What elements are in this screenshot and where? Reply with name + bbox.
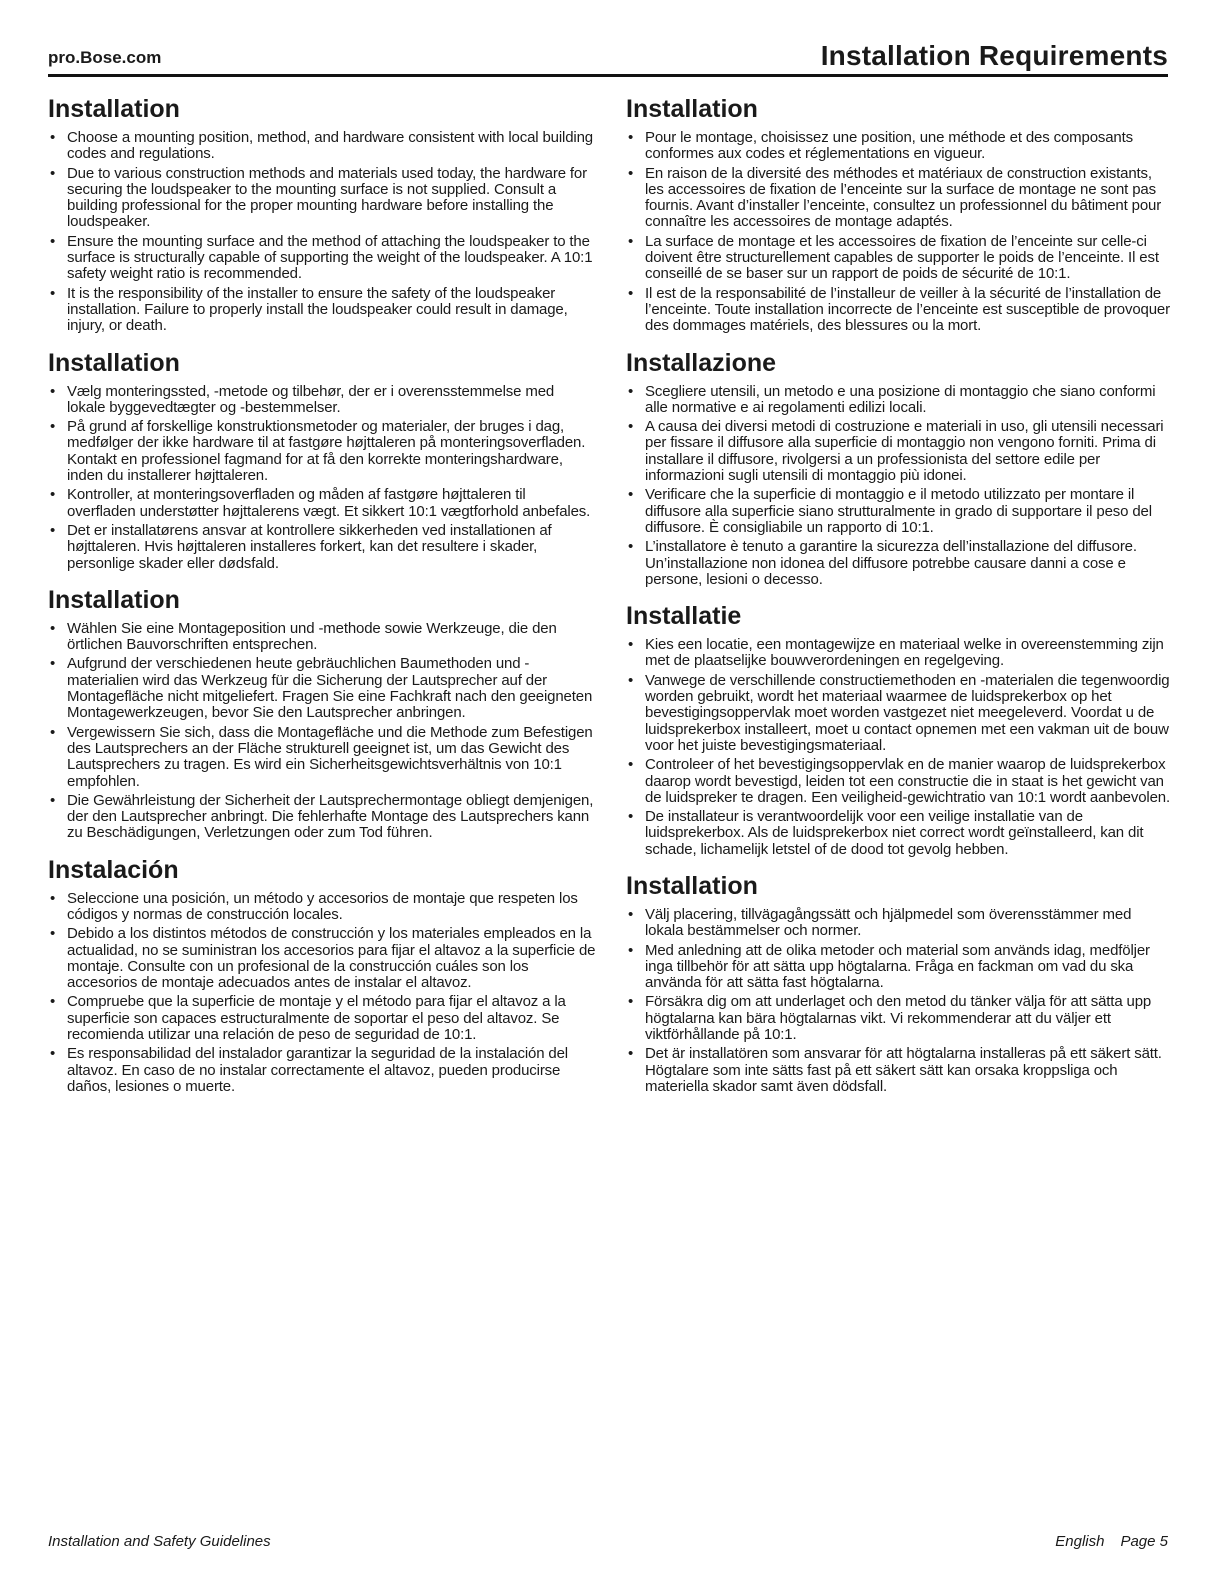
bullet-icon: •: [50, 232, 56, 250]
bullet-icon: •: [628, 905, 634, 923]
bullet-list: [626, 637, 1171, 858]
bullet-icon: •: [50, 164, 56, 182]
footer-document-title: Installation and Safety Guidelines: [48, 1533, 271, 1550]
page-title: Installation Requirements: [820, 40, 1168, 71]
list-item-text: Ensure the mounting surface and the method of attaching the loudspeaker to the surface is structurally capable of supporting the weight of the loudspeaker. A 10:1 safety weight ratio is recommended.: [67, 232, 593, 283]
list-item-text: Aufgrund der verschiedenen heute gebräuchlichen Baumethoden und -materialien wird das Werkzeug für die Sicherung der Lautsprecher auf der Montagefläche nicht mitgeliefert. Fragen Sie eine Fachkraft nach den geeigneten Montagewerkzeugen, bevor Sie den Lautsprecher anbringen.: [67, 655, 593, 722]
language-section: [48, 348, 596, 572]
list-item-text: Seleccione una posición, un método y accesorios de montaje que respeten los códigos y normas de construcción locales.: [67, 889, 578, 923]
list-item: [48, 523, 596, 572]
bullet-icon: •: [50, 521, 56, 539]
list-item: [626, 539, 1171, 588]
bullet-icon: •: [50, 925, 56, 943]
section-heading: Instalación: [48, 855, 179, 884]
list-item-text: Vergewissern Sie sich, dass die Montagefläche und die Methode zum Befestigen des Lautsprechers an der Fläche strukturell geeignet ist, um das Gewicht des Lautsprechers zu tragen. Es wird ein Sicherheitsgewichtsverhältnis von 10:1 empfohlen.: [67, 723, 593, 790]
list-item-text: L’installatore è tenuto a garantire la sicurezza dell’installazione del diffusore. Un’installazione non idonea del diffusore potrebbe causare danni a cose e persone, lesioni o decesso.: [645, 538, 1137, 588]
bullet-icon: •: [50, 723, 56, 741]
bullet-icon: •: [628, 486, 634, 504]
list-item: [48, 286, 596, 335]
list-item: [626, 419, 1171, 484]
list-item: [48, 725, 596, 790]
list-item-text: Det er installatørens ansvar at kontrollere sikkerheden ved installationen af højttaleren. Hvis højttaleren installeres forkert, kan det resultere i skader, personlige skader eller dødsfald.: [67, 521, 552, 572]
bullet-icon: •: [50, 382, 56, 400]
bullet-list: [626, 384, 1171, 589]
list-item: [48, 994, 596, 1043]
section-heading: Installation: [626, 95, 758, 123]
list-item-text: Kies een locatie, een montagewijze en materiaal welke in overeenstemming zijn met de plaatselijke bouwverordeningen en regelgeving.: [645, 636, 1164, 670]
bullet-icon: •: [50, 284, 56, 302]
bullet-icon: •: [628, 1045, 634, 1063]
list-item: [626, 809, 1171, 858]
list-item: [626, 487, 1171, 536]
bullet-icon: •: [628, 808, 634, 826]
footer-page-number: Page 5: [1120, 1533, 1168, 1550]
list-item-text: A causa dei diversi metodi di costruzione e materiali in uso, gli utensili necessari per fissare il diffusore alla superficie di montaggio non vengono forniti. Prima di installare il diffusore, rivolgersi a un professionista del settore edile per informazioni sugli utensili di montaggio più idonei.: [645, 418, 1164, 485]
list-item: [48, 487, 596, 520]
bullet-icon: •: [50, 889, 56, 907]
list-item-text: Det är installatören som ansvarar för att högtalarna installeras på ett säkert sätt. Högtalare som inte sätts fast på ett säkert sätt kan orsaka kroppsliga och materiella skador samt även dödsfall.: [645, 1045, 1162, 1095]
bullet-list: [626, 130, 1171, 335]
list-item: [48, 926, 596, 991]
list-item-text: Pour le montage, choisissez une position, une méthode et des composants conformes aux codes et réglementations en vigueur.: [645, 129, 1133, 163]
list-item-text: Controleer of het bevestigingsoppervlak en de manier waarop de luidsprekerbox daarop wordt bevestigd, leiden tot een constructie die in staat is het gewicht van de luidspreker te dragen. Een veiligheid-gewichtratio van 10:1 wordt aanbevolen.: [645, 756, 1171, 806]
bullet-icon: •: [50, 619, 56, 637]
list-item-text: På grund af forskellige konstruktionsmetoder og materialer, der bruges i dag, medfølger der ikke hardware til at fastgøre højttaleren på monteringsoverfladen. Kontakt en professionel fagmand for at få den korrekte monteringshardware, inden du installerer højttaleren.: [67, 418, 586, 485]
bullet-icon: •: [628, 382, 634, 400]
list-item: [626, 757, 1171, 806]
bullet-icon: •: [628, 993, 634, 1011]
section-heading: Installation: [48, 585, 180, 614]
bullet-icon: •: [628, 671, 634, 689]
language-section: [626, 601, 1171, 858]
list-item-text: Die Gewährleistung der Sicherheit der Lautsprechermontage obliegt demjenigen, der den Lautsprecher anbringt. Die fehlerhafte Montage des Lautsprechers kann zu Beschädigungen, Verletzungen oder zum Tod führen.: [67, 791, 594, 842]
left-column: [48, 94, 596, 1108]
bullet-list: [48, 891, 596, 1096]
list-item-text: Försäkra dig om att underlaget och den metod du tänker välja för att sätta upp högtalarna kan bära högtalarnas vikt. Vi rekommenderar att du väljer ett viktförhållande på 10:1.: [645, 993, 1152, 1044]
section-heading: Installatie: [626, 602, 742, 631]
list-item: [48, 891, 596, 924]
bullet-icon: •: [628, 232, 634, 250]
section-heading: Installation: [626, 871, 758, 900]
language-section: [48, 94, 596, 335]
list-item: [626, 1046, 1171, 1095]
bullet-icon: •: [50, 486, 56, 504]
list-item-text: Due to various construction methods and materials used today, the hardware for securing the loudspeaker to the mounting surface is not supplied. Consult a building professional for the proper mounting hardware before installing the loudspeaker.: [67, 164, 587, 231]
bullet-list: [626, 907, 1171, 1095]
list-item-text: Vælg monteringssted, -metode og tilbehør, der er i overensstemmelse med lokale byggevedtægter og -bestemmelser.: [67, 382, 555, 416]
bullet-icon: •: [50, 1045, 56, 1063]
bullet-icon: •: [50, 791, 56, 809]
list-item: [48, 234, 596, 283]
list-item: [48, 384, 596, 417]
section-heading: Installation: [48, 95, 180, 123]
list-item-text: Il est de la responsabilité de l’installeur de veiller à la sécurité de l’installation de l’enceinte. Toute installation incorrecte de l’enceinte est susceptible de provoquer des dommages matériels, des blessures ou la mort.: [645, 284, 1170, 335]
list-item-text: Verificare che la superficie di montaggio e il metodo utilizzato per montare il diffusore alla superficie siano strutturalmente in grado di supportare il peso del diffusore. È consigliabile un rapporto di 10:1.: [645, 486, 1152, 536]
list-item-text: Debido a los distintos métodos de construcción y los materiales empleados en la actualidad, no se suministran los accesorios para fijar el altavoz a la superficie de montaje. Consulte con un profesional de la construcción cuáles son los accesorios de montaje adecuados antes de instalar el altavoz.: [67, 925, 596, 992]
list-item-text: Med anledning att de olika metoder och material som används idag, medföljer inga tillbehör för att sätta upp högtalarna. Fråga en fackman om vad du ska använda för att sätta fast högtalarna.: [645, 941, 1150, 992]
list-item: [48, 166, 596, 231]
list-item-text: Compruebe que la superficie de montaje y el método para fijar el altavoz a la superficie son capaces estructuralmente de soportar el peso del altavoz. Se recomienda utilizar una relación de peso de seguridad de 10:1.: [67, 993, 566, 1044]
list-item: [626, 673, 1171, 754]
language-section: [626, 871, 1171, 1095]
list-item: [48, 656, 596, 721]
section-heading: Installazione: [626, 348, 777, 377]
bullet-icon: •: [628, 756, 634, 774]
bullet-list: [48, 384, 596, 572]
list-item: [48, 130, 596, 163]
bullet-icon: •: [628, 636, 634, 654]
language-section: [626, 94, 1171, 335]
footer-page-info: [1055, 1533, 1168, 1550]
list-item-text: Välj placering, tillvägagångssätt och hjälpmedel som överensstämmer med lokala bestämmelser och normer.: [645, 905, 1132, 940]
footer-language: English: [1055, 1533, 1105, 1550]
bullet-icon: •: [628, 941, 634, 959]
list-item: [626, 286, 1171, 335]
language-section: [48, 585, 596, 842]
list-item-text: La surface de montage et les accessoires de fixation de l’enceinte sur celle-ci doivent être structurellement capables de supporter le poids de l’enceinte. Il est conseillé de se baser sur un rapport de poids de sécurité de 10:1.: [645, 232, 1159, 283]
list-item-text: Vanwege de verschillende constructiemethoden en -materialen die tegenwoordig worden gebruikt, wordt het materiaal waarmee de luidsprekerbox op het bevestigingsoppervlak moet worden vastgezet niet meegeleverd. Voordat u de luidsprekerbox installeert, moet u contact opnemen met een vakman uit de bouw voor het juiste bevestigingsmateriaal.: [645, 671, 1170, 754]
list-item: [48, 621, 596, 654]
bullet-list: [48, 130, 596, 335]
bullet-icon: •: [50, 655, 56, 673]
site-url: pro.Bose.com: [48, 48, 162, 67]
list-item-text: En raison de la diversité des méthodes et matériaux de construction existants, les accessoires de fixation de l’enceinte sur la surface de montage ne sont pas fournis. Avant d’installer l’enceinte, consultez un professionnel du bâtiment pour connaître les accessoires de montage adaptés.: [645, 164, 1162, 231]
list-item: [626, 907, 1171, 940]
language-section: [48, 855, 596, 1096]
list-item: [626, 994, 1171, 1043]
bullet-icon: •: [50, 993, 56, 1011]
list-item: [48, 1046, 596, 1095]
list-item-text: De installateur is verantwoordelijk voor een veilige installatie van de luidsprekerbox. Als de luidsprekerbox niet correct wordt geïnstalleerd, kan dit schade, lichamelijk letstel of de dood tot gevolg hebben.: [645, 808, 1144, 858]
bullet-icon: •: [628, 418, 634, 436]
bullet-icon: •: [50, 129, 56, 146]
list-item-text: Wählen Sie eine Montageposition und -methode sowie Werkzeuge, die den örtlichen Bauvorschriften entsprechen.: [67, 619, 557, 654]
list-item: [626, 130, 1171, 163]
right-column: [626, 94, 1171, 1108]
list-item: [626, 637, 1171, 670]
list-item-text: Es responsabilidad del instalador garantizar la seguridad de la instalación del altavoz. En caso de no instalar correctamente el altavoz, pueden producirse daños, lesiones o muerte.: [67, 1045, 568, 1095]
bullet-icon: •: [628, 129, 634, 146]
list-item: [626, 384, 1171, 417]
list-item: [626, 234, 1171, 283]
page-header: [48, 34, 1168, 77]
list-item: [626, 943, 1171, 992]
list-item-text: Scegliere utensili, un metodo e una posizione di montaggio che siano conformi alle normative e ai regolamenti edilizi locali.: [645, 382, 1156, 416]
list-item: [48, 793, 596, 842]
bullet-icon: •: [628, 538, 634, 556]
list-item: [626, 166, 1171, 231]
list-item-text: Kontroller, at monteringsoverfladen og måden af fastgøre højttaleren til overfladen understøtter højttalerens vægt. Et sikkert 10:1 vægtforhold anbefales.: [67, 486, 591, 520]
bullet-icon: •: [50, 418, 56, 436]
bullet-icon: •: [628, 164, 634, 182]
list-item-text: It is the responsibility of the installer to ensure the safety of the loudspeaker installation. Failure to properly install the loudspeaker could result in damage, injury, or death.: [67, 284, 568, 335]
bullet-icon: •: [628, 284, 634, 302]
bullet-list: [48, 621, 596, 842]
section-heading: Installation: [48, 348, 180, 377]
list-item-text: Choose a mounting position, method, and hardware consistent with local building codes and regulations.: [67, 129, 593, 163]
list-item: [48, 419, 596, 484]
language-section: [626, 348, 1171, 589]
